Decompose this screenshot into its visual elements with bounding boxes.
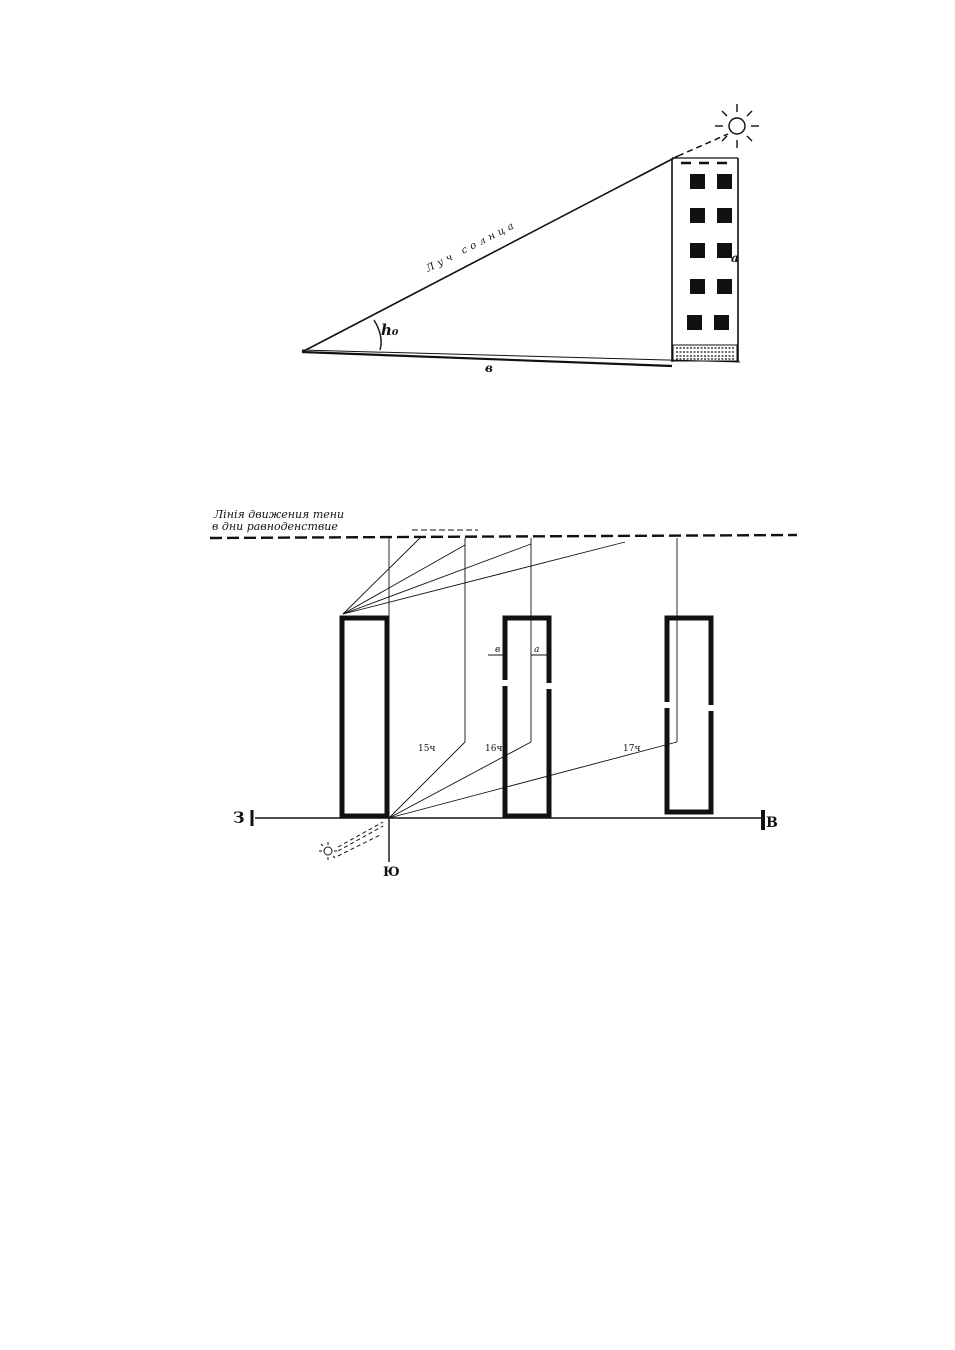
building-elevation (672, 158, 738, 362)
gap-label-b: в (495, 645, 501, 655)
ray-dashed-extension (678, 134, 728, 156)
south-label: Ю (383, 865, 400, 880)
angle-label: h₀ (381, 321, 399, 339)
projection-lines (343, 536, 677, 818)
shadow-line-title: Лінія движения тени (214, 508, 345, 521)
time-label-16: 16ч (485, 744, 503, 754)
base-label: в (485, 361, 493, 375)
sun-ray-line (302, 156, 678, 352)
building-plan-3 (667, 618, 711, 812)
building-plan-1 (342, 618, 387, 816)
east-label: В (766, 815, 778, 831)
sun-icon-top (715, 104, 759, 148)
building-plan-2 (505, 618, 549, 816)
top-figure (302, 104, 759, 375)
sun-rays-bottom (338, 822, 383, 856)
west-label: З (233, 808, 245, 827)
height-label: a (731, 251, 739, 265)
ray-label: Луч солнца (424, 218, 520, 275)
time-label-15: 15ч (418, 744, 436, 754)
bottom-figure (210, 508, 797, 880)
time-label-17: 17ч (623, 744, 641, 754)
equinox-subtitle: в дни равноденствие (212, 520, 338, 533)
shadow-movement-line (210, 535, 797, 538)
sun-icon-bottom (319, 842, 337, 860)
gap-label-a: а (534, 645, 540, 655)
